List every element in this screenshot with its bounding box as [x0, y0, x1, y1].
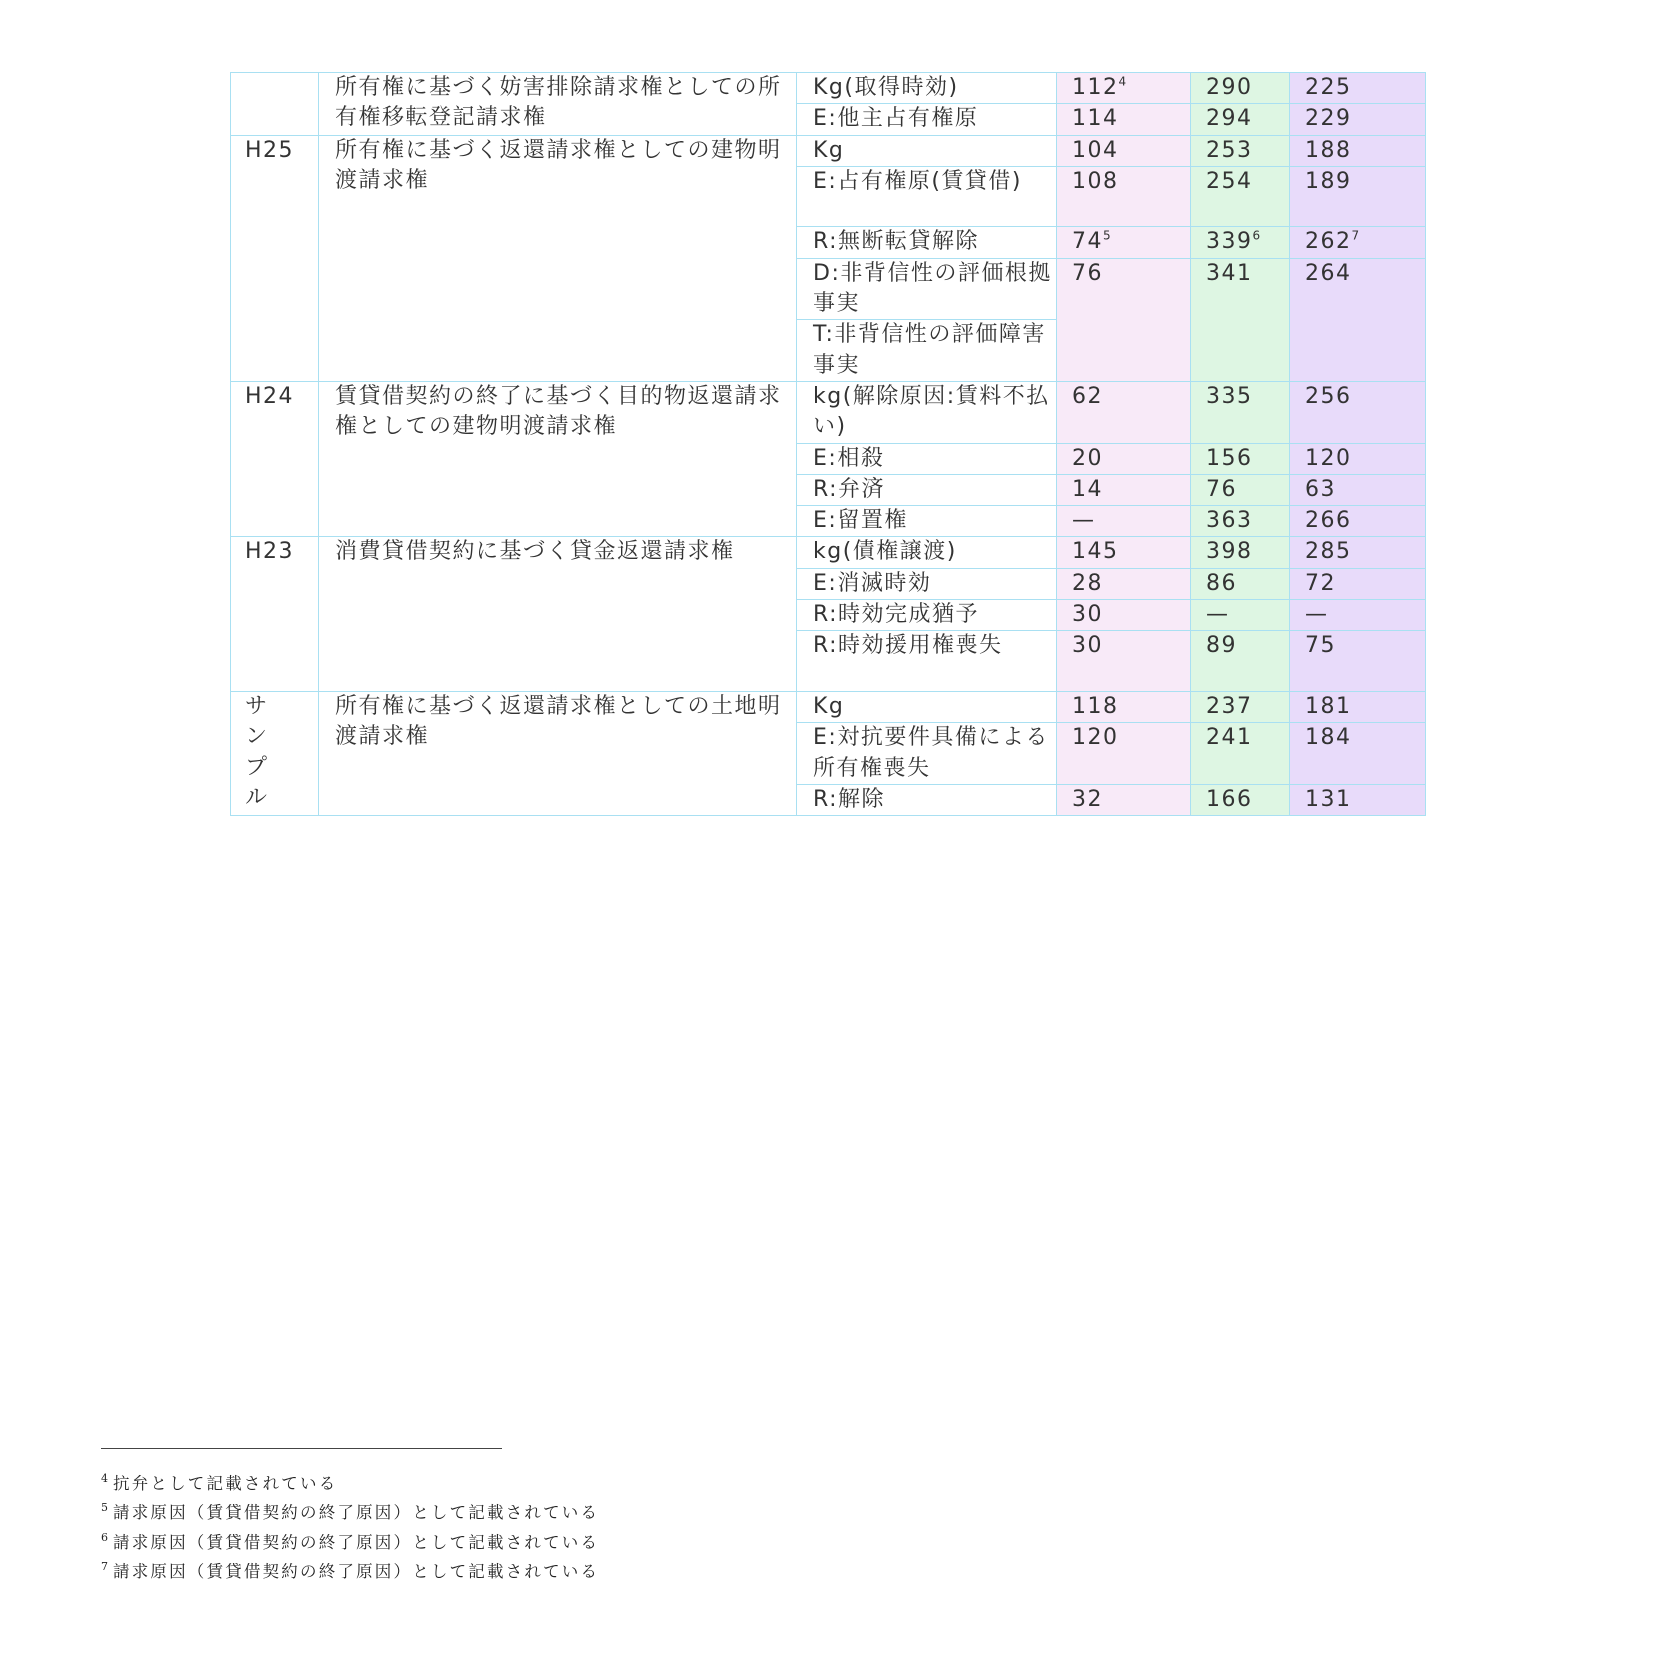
- table-row: [231, 381, 1426, 443]
- footnote-ref: 7: [1351, 229, 1360, 244]
- fact-cell: Kg(取得時効): [797, 73, 1057, 104]
- fact-cell: kg(解除原因:賃料不払い): [797, 381, 1057, 443]
- count-c-cell: 75: [1290, 631, 1426, 692]
- count-c-cell: 63: [1290, 474, 1426, 505]
- fact-cell: R:無断転貸解除: [797, 227, 1057, 258]
- claim-cell: 消費貸借契約に基づく貸金返還請求権: [319, 537, 797, 691]
- count-a-cell: 76: [1057, 258, 1191, 381]
- count-a-cell: 114: [1057, 104, 1191, 135]
- count-b-cell: —: [1191, 600, 1290, 631]
- count-c-cell: $262^7$: [1290, 227, 1426, 258]
- claim-cell: 所有権に基づく返還請求権としての建物明渡請求権: [319, 135, 797, 381]
- footnote-mark: 6: [101, 1531, 108, 1544]
- footnote-text: 請求原因（賃貸借契約の終了原因）として記載されている: [113, 1533, 600, 1552]
- count-c-cell: 181: [1290, 691, 1426, 722]
- count-b-cell: 237: [1191, 691, 1290, 722]
- count-c-cell: 189: [1290, 166, 1426, 227]
- year-label-vertical: サンプル: [245, 693, 269, 810]
- count-b-cell: 166: [1191, 784, 1290, 815]
- fact-cell: R:弁済: [797, 474, 1057, 505]
- footnote: [101, 1470, 337, 1494]
- count-b-cell: 254: [1191, 166, 1290, 227]
- count-a-cell: $74^5$: [1057, 227, 1191, 258]
- count-b-cell: 341: [1191, 258, 1290, 381]
- count-b-cell: 335: [1191, 381, 1290, 443]
- count-c-cell: 120: [1290, 443, 1426, 474]
- count-b-cell: 294: [1191, 104, 1290, 135]
- count-c-cell: 225: [1290, 73, 1426, 104]
- footnote-ref: 4: [1118, 74, 1127, 89]
- count-a-cell: —: [1057, 506, 1191, 537]
- count-b-cell: $339^6$: [1191, 227, 1290, 258]
- footnote-mark: 4: [101, 1472, 108, 1485]
- count-a-cell: 62: [1057, 381, 1191, 443]
- count-c-cell: 264: [1290, 258, 1426, 381]
- count-b-cell: 253: [1191, 135, 1290, 166]
- claim-cell: 所有権に基づく妨害排除請求権としての所有権移転登記請求権: [319, 73, 797, 136]
- count-b-cell: 86: [1191, 568, 1290, 599]
- count-a-cell: 14: [1057, 474, 1191, 505]
- table-row: [231, 135, 1426, 166]
- count-a-cell: 118: [1057, 691, 1191, 722]
- footnote: [101, 1499, 599, 1523]
- table-row: [231, 537, 1426, 568]
- count-c-cell: 188: [1290, 135, 1426, 166]
- count-a-cell: 30: [1057, 600, 1191, 631]
- count-b-cell: 89: [1191, 631, 1290, 692]
- fact-cell: D:非背信性の評価根拠事実: [797, 258, 1057, 320]
- count-b-cell: 290: [1191, 73, 1290, 104]
- footnote-separator: [101, 1448, 502, 1449]
- count-a-cell: 145: [1057, 537, 1191, 568]
- footnote-ref: 5: [1103, 229, 1111, 244]
- year-cell: H25: [231, 135, 319, 381]
- fact-cell: T:非背信性の評価障害事実: [797, 320, 1057, 382]
- count-c-cell: 256: [1290, 381, 1426, 443]
- count-a-cell: 108: [1057, 166, 1191, 227]
- footnote-text: 請求原因（賃貸借契約の終了原因）として記載されている: [113, 1503, 600, 1522]
- count-c-cell: 184: [1290, 723, 1426, 785]
- footnote: [101, 1529, 599, 1553]
- fact-cell: E:留置権: [797, 506, 1057, 537]
- fact-cell: E:消滅時効: [797, 568, 1057, 599]
- count-a-cell: 104: [1057, 135, 1191, 166]
- fact-cell: Kg: [797, 691, 1057, 722]
- footnote-text: 抗弁として記載されている: [113, 1474, 338, 1493]
- count-c-cell: 266: [1290, 506, 1426, 537]
- fact-cell: E:占有権原(賃貸借): [797, 166, 1057, 227]
- fact-cell: E:他主占有権原: [797, 104, 1057, 135]
- count-a-cell: 32: [1057, 784, 1191, 815]
- footnote-mark: 5: [101, 1501, 108, 1514]
- count-b-cell: 156: [1191, 443, 1290, 474]
- case-statistics-table: [230, 72, 1426, 816]
- footnote-mark: 7: [101, 1560, 108, 1573]
- claim-cell: 所有権に基づく返還請求権としての土地明渡請求権: [319, 691, 797, 815]
- count-b-cell: 76: [1191, 474, 1290, 505]
- count-c-cell: 131: [1290, 784, 1426, 815]
- count-a-cell: 20: [1057, 443, 1191, 474]
- footnote: [101, 1558, 599, 1582]
- fact-cell: E:相殺: [797, 443, 1057, 474]
- year-cell: H23: [231, 537, 319, 691]
- fact-cell: E:対抗要件具備による所有権喪失: [797, 723, 1057, 785]
- year-cell: [231, 691, 319, 815]
- fact-cell: R:時効援用権喪失: [797, 631, 1057, 692]
- fact-cell: Kg: [797, 135, 1057, 166]
- table-row: [231, 691, 1426, 722]
- year-cell: [231, 73, 319, 136]
- year-cell: H24: [231, 381, 319, 536]
- count-c-cell: 285: [1290, 537, 1426, 568]
- count-b-cell: 241: [1191, 723, 1290, 785]
- count-a-cell: 120: [1057, 723, 1191, 785]
- fact-cell: kg(債権譲渡): [797, 537, 1057, 568]
- table-row: [231, 73, 1426, 104]
- count-c-cell: 229: [1290, 104, 1426, 135]
- fact-cell: R:解除: [797, 784, 1057, 815]
- footnote-ref: 6: [1252, 229, 1261, 244]
- count-b-cell: 398: [1191, 537, 1290, 568]
- count-b-cell: 363: [1191, 506, 1290, 537]
- footnote-text: 請求原因（賃貸借契約の終了原因）として記載されている: [113, 1562, 600, 1581]
- claim-cell: 賃貸借契約の終了に基づく目的物返還請求権としての建物明渡請求権: [319, 381, 797, 536]
- count-c-cell: 72: [1290, 568, 1426, 599]
- count-a-cell: $112^4$: [1057, 73, 1191, 104]
- count-c-cell: —: [1290, 600, 1426, 631]
- count-a-cell: 30: [1057, 631, 1191, 692]
- fact-cell: R:時効完成猶予: [797, 600, 1057, 631]
- count-a-cell: 28: [1057, 568, 1191, 599]
